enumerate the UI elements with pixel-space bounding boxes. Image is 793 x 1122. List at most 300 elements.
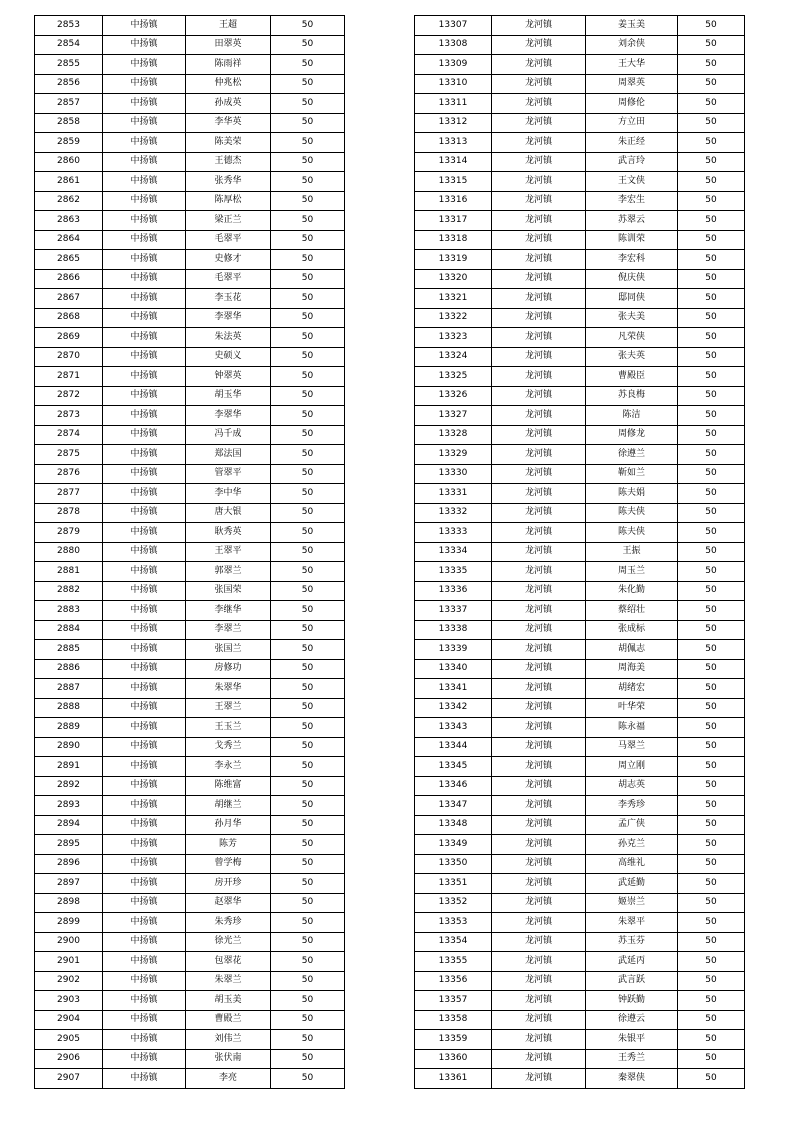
cell-town: 龙河镇	[492, 698, 586, 718]
cell-town: 龙河镇	[492, 737, 586, 757]
cell-town: 龙河镇	[492, 776, 586, 796]
table-row	[415, 893, 745, 913]
table-row	[35, 1030, 345, 1050]
cell-amount: 50	[271, 230, 345, 250]
table-row	[35, 601, 345, 621]
table-row	[415, 74, 745, 94]
cell-serial-number: 13350	[415, 854, 492, 874]
cell-amount: 50	[678, 211, 745, 231]
cell-name: 冯千成	[186, 425, 271, 445]
table-row	[35, 289, 345, 309]
cell-name: 马翠兰	[586, 737, 678, 757]
table-row	[35, 406, 345, 426]
cell-town: 中扬镇	[103, 815, 186, 835]
cell-amount: 50	[271, 386, 345, 406]
cell-town: 中扬镇	[103, 55, 186, 75]
table-row	[415, 445, 745, 465]
cell-name: 李华英	[186, 113, 271, 133]
cell-name: 王秀兰	[586, 1049, 678, 1069]
cell-town: 龙河镇	[492, 113, 586, 133]
table-row	[415, 718, 745, 738]
cell-name: 邸同侠	[586, 289, 678, 309]
cell-amount: 50	[271, 835, 345, 855]
table-row	[35, 932, 345, 952]
cell-name: 李翠华	[186, 308, 271, 328]
cell-town: 中扬镇	[103, 659, 186, 679]
table-row	[415, 172, 745, 192]
cell-town: 龙河镇	[492, 952, 586, 972]
table-row	[415, 835, 745, 855]
cell-amount: 50	[678, 16, 745, 36]
cell-serial-number: 2876	[35, 464, 103, 484]
cell-name: 张伏南	[186, 1049, 271, 1069]
table-row	[415, 16, 745, 36]
cell-amount: 50	[678, 659, 745, 679]
cell-town: 中扬镇	[103, 523, 186, 543]
cell-amount: 50	[271, 308, 345, 328]
cell-town: 龙河镇	[492, 289, 586, 309]
cell-town: 中扬镇	[103, 562, 186, 582]
cell-amount: 50	[271, 250, 345, 270]
cell-amount: 50	[678, 562, 745, 582]
cell-town: 中扬镇	[103, 152, 186, 172]
cell-amount: 50	[271, 406, 345, 426]
cell-serial-number: 2892	[35, 776, 103, 796]
cell-serial-number: 13337	[415, 601, 492, 621]
cell-name: 武延勤	[586, 874, 678, 894]
cell-amount: 50	[271, 854, 345, 874]
table-row	[415, 776, 745, 796]
cell-serial-number: 13308	[415, 35, 492, 55]
cell-serial-number: 2854	[35, 35, 103, 55]
cell-amount: 50	[271, 55, 345, 75]
cell-amount: 50	[678, 113, 745, 133]
table-row	[35, 464, 345, 484]
cell-name: 姜玉美	[586, 16, 678, 36]
cell-name: 刘余侠	[586, 35, 678, 55]
cell-serial-number: 2862	[35, 191, 103, 211]
cell-amount: 50	[678, 425, 745, 445]
cell-town: 龙河镇	[492, 1049, 586, 1069]
cell-serial-number: 13360	[415, 1049, 492, 1069]
cell-name: 王玉兰	[186, 718, 271, 738]
cell-town: 中扬镇	[103, 113, 186, 133]
table-row	[415, 250, 745, 270]
table-row	[35, 230, 345, 250]
table-row	[35, 971, 345, 991]
cell-serial-number: 13325	[415, 367, 492, 387]
cell-name: 倪庆侠	[586, 269, 678, 289]
cell-amount: 50	[678, 133, 745, 153]
cell-serial-number: 13315	[415, 172, 492, 192]
cell-amount: 50	[678, 386, 745, 406]
cell-town: 中扬镇	[103, 698, 186, 718]
cell-name: 李继华	[186, 601, 271, 621]
cell-name: 郭翠兰	[186, 562, 271, 582]
cell-name: 陈厚松	[186, 191, 271, 211]
cell-name: 胡绪宏	[586, 679, 678, 699]
cell-town: 龙河镇	[492, 1030, 586, 1050]
cell-amount: 50	[678, 620, 745, 640]
cell-amount: 50	[678, 191, 745, 211]
cell-town: 中扬镇	[103, 640, 186, 660]
cell-serial-number: 2888	[35, 698, 103, 718]
cell-serial-number: 13330	[415, 464, 492, 484]
table-row	[35, 952, 345, 972]
cell-amount: 50	[271, 893, 345, 913]
cell-town: 中扬镇	[103, 854, 186, 874]
cell-name: 赵翠华	[186, 893, 271, 913]
cell-amount: 50	[678, 854, 745, 874]
cell-town: 龙河镇	[492, 991, 586, 1011]
table-row	[415, 386, 745, 406]
cell-amount: 50	[678, 55, 745, 75]
table-row	[35, 659, 345, 679]
cell-serial-number: 13319	[415, 250, 492, 270]
cell-name: 李翠兰	[186, 620, 271, 640]
left-roster-body	[35, 16, 345, 1089]
table-row	[415, 971, 745, 991]
cell-amount: 50	[271, 445, 345, 465]
cell-name: 孟广侠	[586, 815, 678, 835]
cell-serial-number: 2884	[35, 620, 103, 640]
cell-town: 龙河镇	[492, 172, 586, 192]
cell-amount: 50	[271, 503, 345, 523]
table-row	[415, 737, 745, 757]
cell-name: 王翠兰	[186, 698, 271, 718]
cell-amount: 50	[678, 269, 745, 289]
cell-town: 龙河镇	[492, 601, 586, 621]
cell-serial-number: 13346	[415, 776, 492, 796]
table-row	[35, 737, 345, 757]
table-row	[415, 991, 745, 1011]
table-row	[415, 347, 745, 367]
cell-town: 中扬镇	[103, 893, 186, 913]
cell-amount: 50	[271, 425, 345, 445]
table-row	[415, 1030, 745, 1050]
cell-serial-number: 2897	[35, 874, 103, 894]
cell-town: 龙河镇	[492, 152, 586, 172]
cell-serial-number: 13326	[415, 386, 492, 406]
cell-name: 朱秀珍	[186, 913, 271, 933]
cell-name: 曾学梅	[186, 854, 271, 874]
cell-town: 龙河镇	[492, 133, 586, 153]
left-roster-table	[34, 15, 345, 1089]
cell-serial-number: 2878	[35, 503, 103, 523]
table-row	[35, 1049, 345, 1069]
cell-town: 龙河镇	[492, 1069, 586, 1089]
cell-amount: 50	[678, 640, 745, 660]
cell-town: 龙河镇	[492, 815, 586, 835]
cell-amount: 50	[271, 94, 345, 114]
cell-serial-number: 2882	[35, 581, 103, 601]
cell-serial-number: 13345	[415, 757, 492, 777]
cell-serial-number: 13309	[415, 55, 492, 75]
cell-serial-number: 13354	[415, 932, 492, 952]
table-row	[415, 269, 745, 289]
cell-name: 苏翠云	[586, 211, 678, 231]
table-row	[415, 94, 745, 114]
cell-name: 孙成英	[186, 94, 271, 114]
cell-name: 李亮	[186, 1069, 271, 1089]
cell-amount: 50	[678, 991, 745, 1011]
cell-name: 张秀华	[186, 172, 271, 192]
cell-serial-number: 2887	[35, 679, 103, 699]
cell-serial-number: 2881	[35, 562, 103, 582]
cell-name: 李永兰	[186, 757, 271, 777]
cell-name: 陈夫侠	[586, 503, 678, 523]
cell-town: 龙河镇	[492, 230, 586, 250]
table-row	[415, 425, 745, 445]
cell-amount: 50	[678, 230, 745, 250]
cell-amount: 50	[678, 835, 745, 855]
cell-serial-number: 13332	[415, 503, 492, 523]
cell-serial-number: 13321	[415, 289, 492, 309]
cell-name: 周翠英	[586, 74, 678, 94]
cell-town: 龙河镇	[492, 581, 586, 601]
cell-name: 张国荣	[186, 581, 271, 601]
cell-name: 周玉兰	[586, 562, 678, 582]
table-row	[35, 581, 345, 601]
table-row	[35, 35, 345, 55]
cell-amount: 50	[271, 1049, 345, 1069]
cell-serial-number: 13339	[415, 640, 492, 660]
table-row	[415, 698, 745, 718]
cell-town: 龙河镇	[492, 94, 586, 114]
cell-amount: 50	[271, 133, 345, 153]
cell-serial-number: 2859	[35, 133, 103, 153]
table-row	[415, 679, 745, 699]
cell-town: 中扬镇	[103, 133, 186, 153]
cell-town: 龙河镇	[492, 308, 586, 328]
cell-town: 中扬镇	[103, 1010, 186, 1030]
cell-town: 中扬镇	[103, 289, 186, 309]
cell-amount: 50	[271, 35, 345, 55]
cell-serial-number: 13316	[415, 191, 492, 211]
cell-town: 龙河镇	[492, 640, 586, 660]
cell-town: 中扬镇	[103, 913, 186, 933]
cell-town: 龙河镇	[492, 464, 586, 484]
table-row	[35, 893, 345, 913]
cell-name: 王超	[186, 16, 271, 36]
cell-town: 中扬镇	[103, 347, 186, 367]
cell-serial-number: 13355	[415, 952, 492, 972]
cell-serial-number: 13353	[415, 913, 492, 933]
cell-town: 中扬镇	[103, 503, 186, 523]
table-row	[415, 328, 745, 348]
cell-town: 中扬镇	[103, 737, 186, 757]
table-row	[35, 425, 345, 445]
table-row	[35, 620, 345, 640]
table-row	[35, 269, 345, 289]
cell-serial-number: 2860	[35, 152, 103, 172]
cell-town: 中扬镇	[103, 776, 186, 796]
cell-serial-number: 13344	[415, 737, 492, 757]
table-row	[415, 484, 745, 504]
cell-amount: 50	[271, 113, 345, 133]
cell-town: 中扬镇	[103, 445, 186, 465]
cell-name: 朱翠平	[586, 913, 678, 933]
cell-name: 王文侠	[586, 172, 678, 192]
cell-town: 中扬镇	[103, 581, 186, 601]
table-row	[415, 932, 745, 952]
cell-amount: 50	[271, 620, 345, 640]
cell-amount: 50	[271, 328, 345, 348]
cell-town: 龙河镇	[492, 542, 586, 562]
cell-name: 靳如兰	[586, 464, 678, 484]
cell-name: 苏良梅	[586, 386, 678, 406]
cell-name: 朱翠兰	[186, 971, 271, 991]
cell-town: 中扬镇	[103, 796, 186, 816]
cell-name: 唐大银	[186, 503, 271, 523]
cell-amount: 50	[678, 815, 745, 835]
cell-name: 李中华	[186, 484, 271, 504]
cell-serial-number: 2869	[35, 328, 103, 348]
cell-amount: 50	[271, 640, 345, 660]
cell-serial-number: 2906	[35, 1049, 103, 1069]
table-row	[415, 620, 745, 640]
cell-name: 陈夫娟	[586, 484, 678, 504]
cell-amount: 50	[678, 484, 745, 504]
cell-name: 胡志英	[586, 776, 678, 796]
table-row	[35, 367, 345, 387]
table-row	[35, 445, 345, 465]
cell-serial-number: 13343	[415, 718, 492, 738]
cell-name: 仲兆松	[186, 74, 271, 94]
table-row	[35, 1010, 345, 1030]
cell-serial-number: 13352	[415, 893, 492, 913]
cell-amount: 50	[271, 172, 345, 192]
table-row	[35, 172, 345, 192]
cell-serial-number: 2902	[35, 971, 103, 991]
cell-name: 李玉花	[186, 289, 271, 309]
cell-amount: 50	[271, 464, 345, 484]
cell-town: 龙河镇	[492, 835, 586, 855]
cell-amount: 50	[271, 971, 345, 991]
cell-amount: 50	[678, 152, 745, 172]
table-row	[35, 328, 345, 348]
table-row	[35, 211, 345, 231]
cell-town: 龙河镇	[492, 445, 586, 465]
cell-name: 陈永福	[586, 718, 678, 738]
cell-amount: 50	[678, 503, 745, 523]
table-row	[35, 133, 345, 153]
cell-name: 武言跃	[586, 971, 678, 991]
cell-serial-number: 13336	[415, 581, 492, 601]
table-row	[415, 796, 745, 816]
cell-town: 龙河镇	[492, 425, 586, 445]
table-row	[35, 776, 345, 796]
cell-name: 朱银平	[586, 1030, 678, 1050]
table-row	[35, 1069, 345, 1089]
cell-amount: 50	[678, 94, 745, 114]
cell-town: 中扬镇	[103, 464, 186, 484]
cell-serial-number: 2904	[35, 1010, 103, 1030]
cell-town: 龙河镇	[492, 1010, 586, 1030]
cell-amount: 50	[678, 581, 745, 601]
cell-name: 戈秀兰	[186, 737, 271, 757]
cell-amount: 50	[271, 542, 345, 562]
table-row	[35, 191, 345, 211]
cell-serial-number: 2890	[35, 737, 103, 757]
cell-town: 中扬镇	[103, 757, 186, 777]
table-row	[415, 581, 745, 601]
cell-amount: 50	[678, 698, 745, 718]
cell-serial-number: 13323	[415, 328, 492, 348]
cell-amount: 50	[271, 347, 345, 367]
table-row	[415, 1069, 745, 1089]
cell-amount: 50	[678, 893, 745, 913]
cell-name: 蔡绍壮	[586, 601, 678, 621]
cell-amount: 50	[678, 464, 745, 484]
cell-name: 李翠华	[186, 406, 271, 426]
cell-serial-number: 2886	[35, 659, 103, 679]
cell-serial-number: 13341	[415, 679, 492, 699]
cell-amount: 50	[271, 659, 345, 679]
cell-name: 王德杰	[186, 152, 271, 172]
cell-town: 龙河镇	[492, 55, 586, 75]
cell-name: 曹殿臣	[586, 367, 678, 387]
cell-serial-number: 2870	[35, 347, 103, 367]
cell-town: 龙河镇	[492, 328, 586, 348]
cell-serial-number: 13311	[415, 94, 492, 114]
cell-name: 李秀珍	[586, 796, 678, 816]
cell-name: 史硕义	[186, 347, 271, 367]
cell-amount: 50	[271, 815, 345, 835]
cell-amount: 50	[678, 445, 745, 465]
cell-amount: 50	[271, 913, 345, 933]
cell-serial-number: 2864	[35, 230, 103, 250]
cell-name: 徐光兰	[186, 932, 271, 952]
cell-name: 陈训荣	[586, 230, 678, 250]
cell-town: 中扬镇	[103, 718, 186, 738]
cell-name: 武延丙	[586, 952, 678, 972]
cell-town: 中扬镇	[103, 406, 186, 426]
cell-serial-number: 13327	[415, 406, 492, 426]
cell-town: 中扬镇	[103, 484, 186, 504]
cell-town: 龙河镇	[492, 679, 586, 699]
cell-town: 中扬镇	[103, 386, 186, 406]
cell-amount: 50	[678, 913, 745, 933]
cell-serial-number: 2866	[35, 269, 103, 289]
table-row	[35, 757, 345, 777]
cell-town: 中扬镇	[103, 952, 186, 972]
cell-name: 陈雨祥	[186, 55, 271, 75]
cell-town: 龙河镇	[492, 269, 586, 289]
cell-amount: 50	[271, 562, 345, 582]
cell-town: 中扬镇	[103, 230, 186, 250]
cell-name: 田翠英	[186, 35, 271, 55]
table-row	[35, 55, 345, 75]
cell-town: 龙河镇	[492, 386, 586, 406]
table-row	[35, 874, 345, 894]
cell-name: 毛翠平	[186, 230, 271, 250]
cell-amount: 50	[678, 172, 745, 192]
cell-serial-number: 2895	[35, 835, 103, 855]
cell-town: 中扬镇	[103, 16, 186, 36]
cell-serial-number: 13340	[415, 659, 492, 679]
cell-amount: 50	[271, 679, 345, 699]
cell-name: 王大华	[586, 55, 678, 75]
cell-serial-number: 2907	[35, 1069, 103, 1089]
cell-name: 高维礼	[586, 854, 678, 874]
cell-name: 姬崇兰	[586, 893, 678, 913]
table-row	[35, 347, 345, 367]
cell-name: 周海美	[586, 659, 678, 679]
table-row	[35, 640, 345, 660]
cell-serial-number: 2879	[35, 523, 103, 543]
cell-serial-number: 13313	[415, 133, 492, 153]
